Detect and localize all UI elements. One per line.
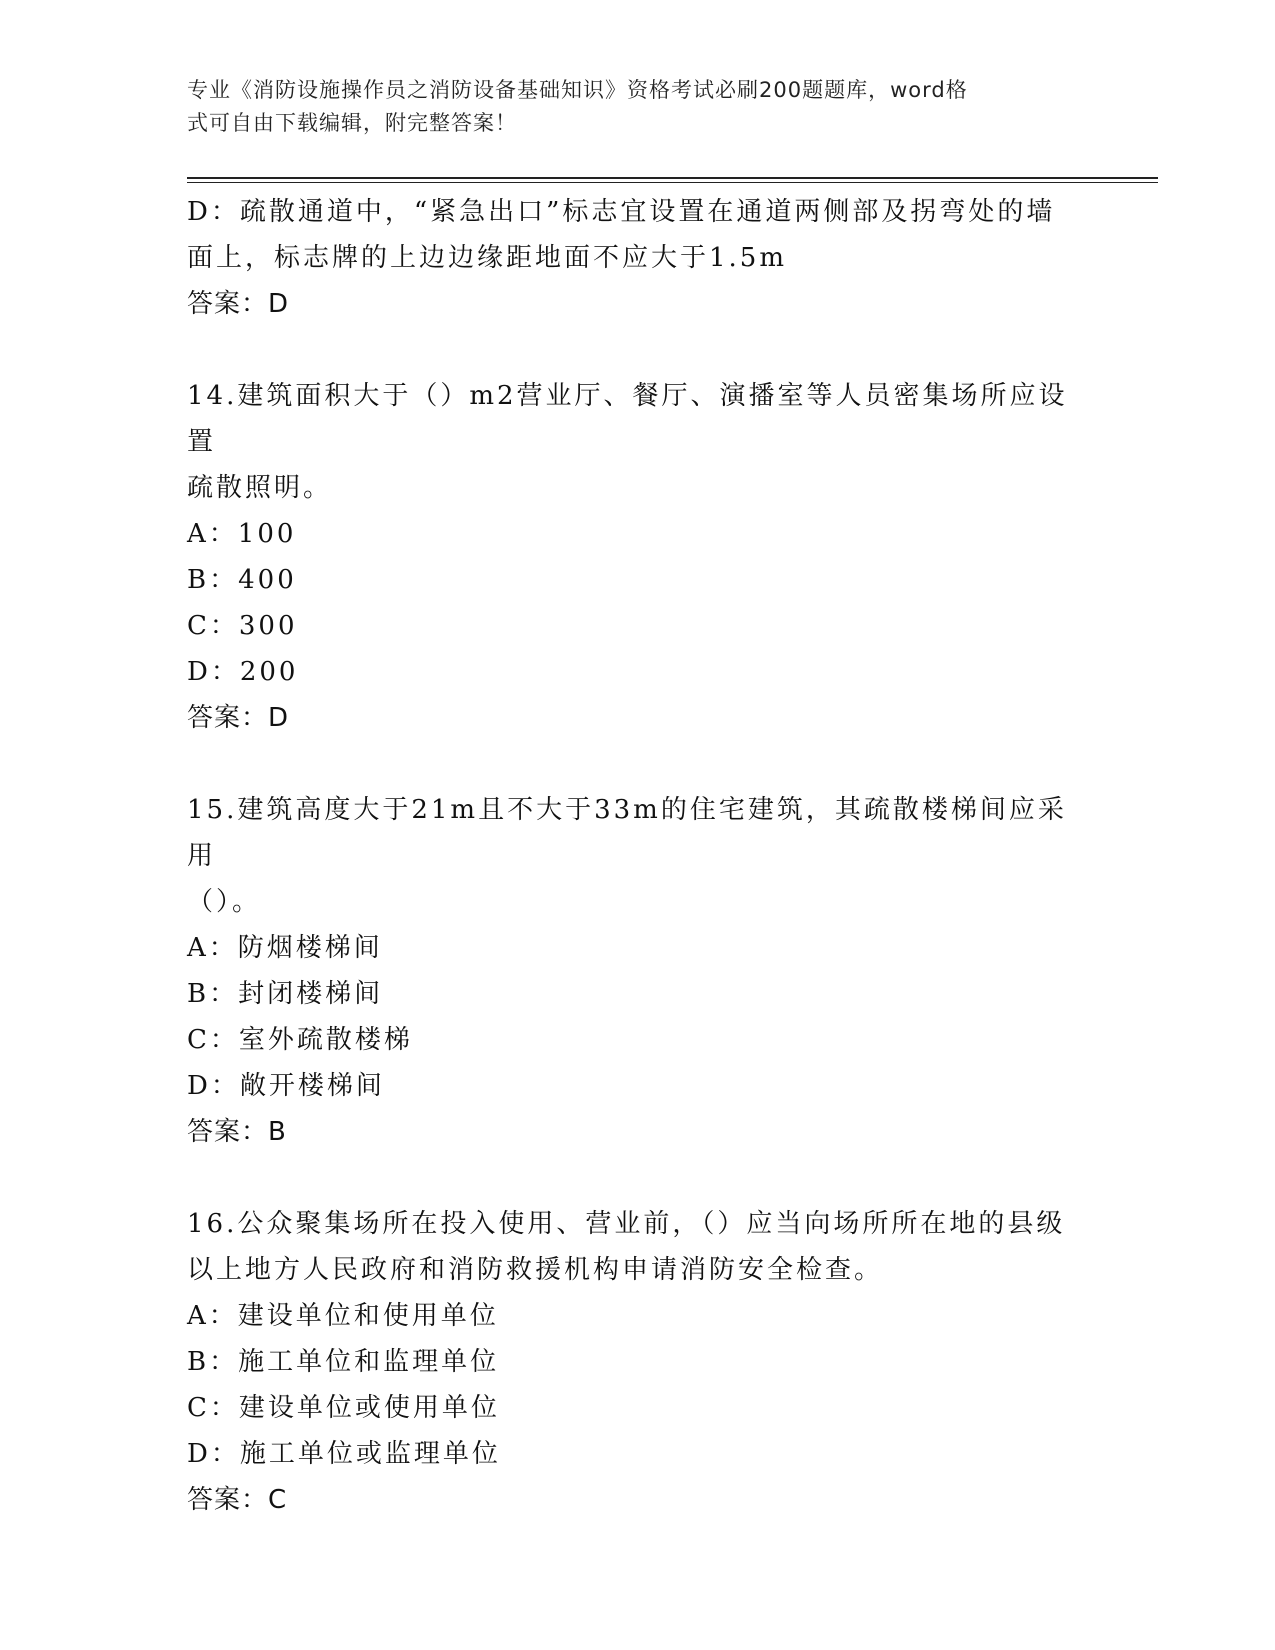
spacer: [187, 327, 1087, 373]
option-b: B：施工单位和监理单位: [187, 1347, 500, 1377]
option-a: A：建设单位和使用单位: [187, 1301, 499, 1331]
question-stem-line-2: 以上地方人民政府和消防救援机构申请消防安全检查。: [187, 1255, 884, 1285]
header-divider-thin: [187, 182, 1158, 183]
option-d: D：200: [187, 657, 299, 687]
question-stem-line-1: 14.建筑面积大于（）m2营业厅、餐厅、演播室等人员密集场所应设置: [187, 381, 1068, 457]
header-divider-thick: [187, 177, 1158, 179]
document-body: [187, 189, 1087, 1523]
option-d: D：敞开楼梯间: [187, 1071, 385, 1101]
option-d: D：施工单位或监理单位: [187, 1439, 501, 1469]
question-stem-line-1: 15.建筑高度大于21m且不大于33m的住宅建筑，其疏散楼梯间应采用: [187, 795, 1067, 871]
option-b: B：400: [187, 565, 297, 595]
question-stem-line-2: 疏散照明。: [187, 473, 333, 503]
option-c: C：室外疏散楼梯: [187, 1025, 413, 1055]
header-line-1: 专业《消防设施操作员之消防设备基础知识》资格考试必刷200题题库，word格: [187, 78, 968, 102]
option-a: A：100: [187, 519, 297, 549]
answer: 答案：C: [187, 1485, 288, 1515]
option-a: A：防烟楼梯间: [187, 933, 383, 963]
answer: 答案：D: [187, 289, 290, 319]
document-header: [187, 74, 1087, 140]
option-d-line-1: D：疏散通道中，“紧急出口”标志宜设置在通道两侧部及拐弯处的墙: [187, 197, 1056, 227]
header-line-2: 式可自由下载编辑，附完整答案！: [187, 111, 517, 135]
spacer: [187, 741, 1087, 787]
question-14: [187, 373, 1087, 741]
option-c: C：建设单位或使用单位: [187, 1393, 500, 1423]
question-stem-line-1: 16.公众聚集场所在投入使用、营业前，（）应当向场所所在地的县级: [187, 1209, 1066, 1239]
question-15: [187, 787, 1087, 1155]
answer: 答案：D: [187, 703, 290, 733]
question-stem-line-2: （）。: [187, 887, 262, 917]
prev-question-tail: [187, 189, 1087, 327]
option-d-line-2: 面上，标志牌的上边边缘距地面不应大于1.5m: [187, 243, 788, 273]
answer: 答案：B: [187, 1117, 287, 1147]
option-c: C：300: [187, 611, 298, 641]
option-b: B：封闭楼梯间: [187, 979, 384, 1009]
question-16: [187, 1201, 1087, 1523]
spacer: [187, 1155, 1087, 1201]
